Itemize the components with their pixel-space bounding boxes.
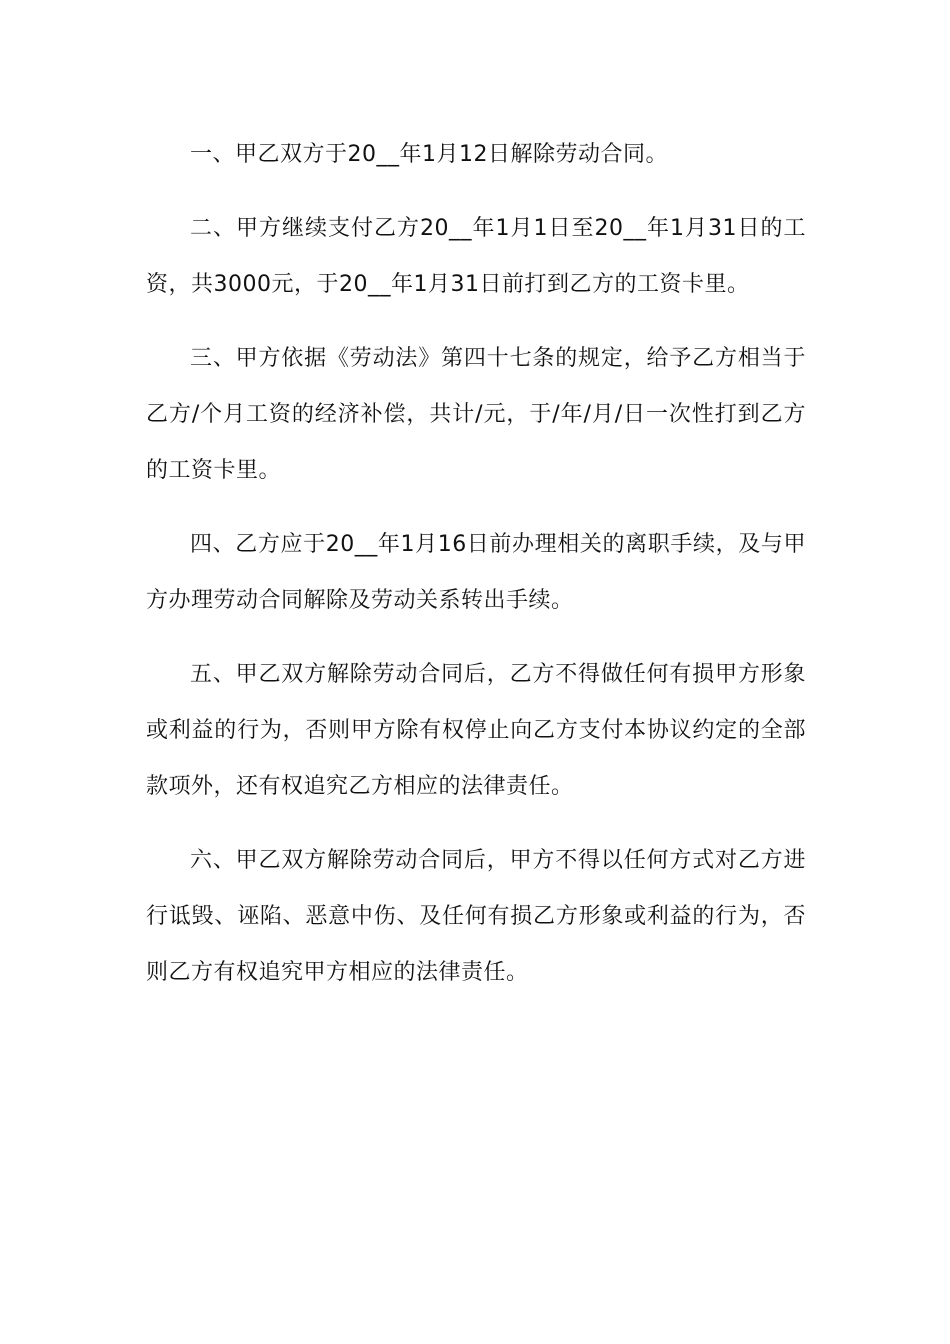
- clause-3: 三、甲方依据《劳动法》第四十七条的规定，给予乙方相当于乙方/个月工资的经济补偿，共计/元，于/年/月/日一次性打到乙方的工资卡里。: [146, 346, 806, 483]
- clause-1: 一、甲乙双方于20__年1月12日解除劳动合同。: [190, 142, 668, 167]
- clause-4: 四、乙方应于20__年1月16日前办理相关的离职手续，及与甲方办理劳动合同解除及劳动关系转出手续。: [146, 532, 806, 613]
- clause-2: 二、甲方继续支付乙方20__年1月1日至20__年1月31日的工资，共3000元，于20__年1月31日前打到乙方的工资卡里。: [146, 216, 806, 297]
- clause-5: 五、甲乙双方解除劳动合同后，乙方不得做任何有损甲方形象或利益的行为，否则甲方除有权停止向乙方支付本协议约定的全部款项外，还有权追究乙方相应的法律责任。: [146, 662, 806, 799]
- clause-6: 六、甲乙双方解除劳动合同后，甲方不得以任何方式对乙方进行诋毁、诬陷、恶意中伤、及任何有损乙方形象或利益的行为，否则乙方有权追究甲方相应的法律责任。: [146, 848, 806, 985]
- document-body: [146, 127, 806, 1019]
